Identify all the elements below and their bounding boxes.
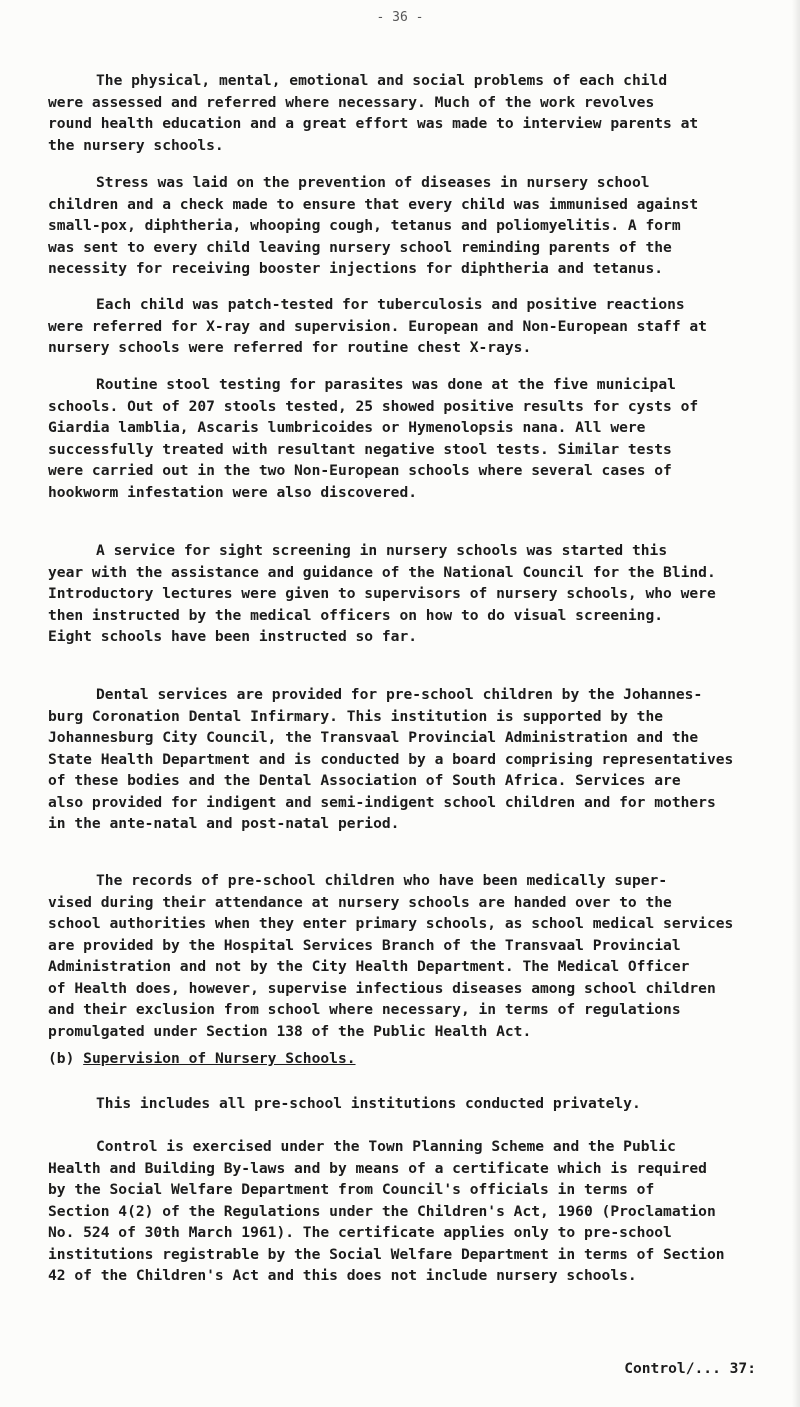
text-line: was sent to every child leaving nursery school reminding parents of the xyxy=(48,238,672,256)
text-line: of Health does, however, supervise infectious diseases among school children xyxy=(48,979,716,997)
text-line: in the ante-natal and post-natal period. xyxy=(48,815,400,832)
text-line: Stress was laid on the prevention of diseases in nursery school xyxy=(96,174,650,191)
text-line: Johannesburg City Council, the Transvaal Provincial Administration and the xyxy=(48,729,699,746)
page-edge-shadow xyxy=(792,0,800,1407)
text-line: Each child was patch-tested for tuberculosis and positive reactions xyxy=(96,296,685,313)
text-line: successfully treated with resultant negative stool tests. Similar tests xyxy=(48,440,672,458)
text-line: necessity for receiving booster injections for diphtheria and tetanus. xyxy=(48,260,664,277)
text-line: Section 4(2) of the Regulations under the Children's Act, 1960 (Proclamation xyxy=(48,1202,716,1220)
text-line: institutions registrable by the Social Welfare Department in terms of Section xyxy=(48,1245,725,1263)
text-line: The records of pre-school children who have been medically super- xyxy=(96,872,668,889)
text-line: the nursery schools. xyxy=(48,136,224,154)
text-line: school authorities when they enter primary schools, as school medical services xyxy=(48,915,734,932)
text-line: promulgated under Section 138 of the Public Health Act. xyxy=(48,1022,532,1040)
text-line: vised during their attendance at nursery schools are handed over to the xyxy=(48,893,672,911)
text-line: Introductory lectures were given to supervisors of nursery schools, who were xyxy=(48,585,716,602)
text-line: State Health Department and is conducted by a board comprising representatives xyxy=(48,750,734,768)
text-line: also provided for indigent and semi-indigent school children and for mothers xyxy=(48,793,716,811)
text-line: are provided by the Hospital Services Branch of the Transvaal Provincial xyxy=(48,936,681,954)
text-line: Routine stool testing for parasites was done at the five municipal xyxy=(96,376,676,393)
paragraph-tuberculosis xyxy=(48,294,766,359)
text-line: hookworm infestation were also discovered. xyxy=(48,483,418,501)
text-line: Giardia lamblia, Ascaris lumbricoides or Hymenolopsis nana. All were xyxy=(48,419,646,436)
text-line: Dental services are provided for pre-school children by the Johannes- xyxy=(96,686,703,703)
paragraph-sight-screening xyxy=(48,540,766,648)
text-line: 42 of the Children's Act and this does not include nursery schools. xyxy=(48,1267,637,1284)
text-line: burg Coronation Dental Infirmary. This institution is supported by the xyxy=(48,707,664,725)
paragraph-dental-services xyxy=(48,684,766,835)
text-line: Health and Building By-laws and by means of a certificate which is required xyxy=(48,1159,707,1177)
text-line: A service for sight screening in nursery schools was started this xyxy=(96,542,668,559)
text-line: round health education and a great effort was made to interview parents at xyxy=(48,115,699,132)
text-line: were referred for X-ray and supervision. European and Non-European staff at xyxy=(48,317,707,335)
paragraph-school-records xyxy=(48,870,766,1042)
text-line: Control is exercised under the Town Planning Scheme and the Public xyxy=(96,1138,676,1155)
text-line: and their exclusion from school where necessary, in terms of regulations xyxy=(48,1001,681,1018)
text-line: of these bodies and the Dental Association of South Africa. Services are xyxy=(48,772,681,789)
text-line: then instructed by the medical officers on how to do visual screening. xyxy=(48,606,664,624)
continuation-footer: Control/... 37: xyxy=(624,1360,756,1377)
text-line: Administration and not by the City Health Department. The Medical Officer xyxy=(48,958,690,975)
paragraph-control xyxy=(48,1136,766,1287)
paragraph-private-institutions xyxy=(48,1093,766,1115)
paragraph-immunisation xyxy=(48,172,766,280)
text-line: No. 524 of 30th March 1961). The certificate applies only to pre-school xyxy=(48,1224,672,1241)
text-line: small-pox, diphtheria, whooping cough, tetanus and poliomyelitis. A form xyxy=(48,217,681,234)
text-line: Eight schools have been instructed so far. xyxy=(48,628,418,645)
paragraph-stool-testing xyxy=(48,374,766,503)
text-line: schools. Out of 207 stools tested, 25 showed positive results for cysts of xyxy=(48,397,699,415)
subheading-label: (b) xyxy=(48,1050,75,1067)
page-number: - 36 - xyxy=(376,10,424,25)
paragraph-assessment xyxy=(48,70,766,156)
text-line: The physical, mental, emotional and social problems of each child xyxy=(96,72,668,89)
text-line: by the Social Welfare Department from Council's officials in terms of xyxy=(48,1181,655,1198)
text-line: year with the assistance and guidance of the National Council for the Blind. xyxy=(48,563,716,581)
text-line: nursery schools were referred for routine chest X-rays. xyxy=(48,339,532,356)
text-line: This includes all pre-school institutions conducted privately. xyxy=(96,1095,641,1112)
text-line: were assessed and referred where necessary. Much of the work revolves xyxy=(48,93,655,111)
subheading-supervision xyxy=(48,1050,356,1067)
text-line: were carried out in the two Non-European schools where several cases of xyxy=(48,462,672,479)
text-line: children and a check made to ensure that every child was immunised against xyxy=(48,195,699,213)
subheading-title: Supervision of Nursery Schools. xyxy=(83,1050,356,1067)
